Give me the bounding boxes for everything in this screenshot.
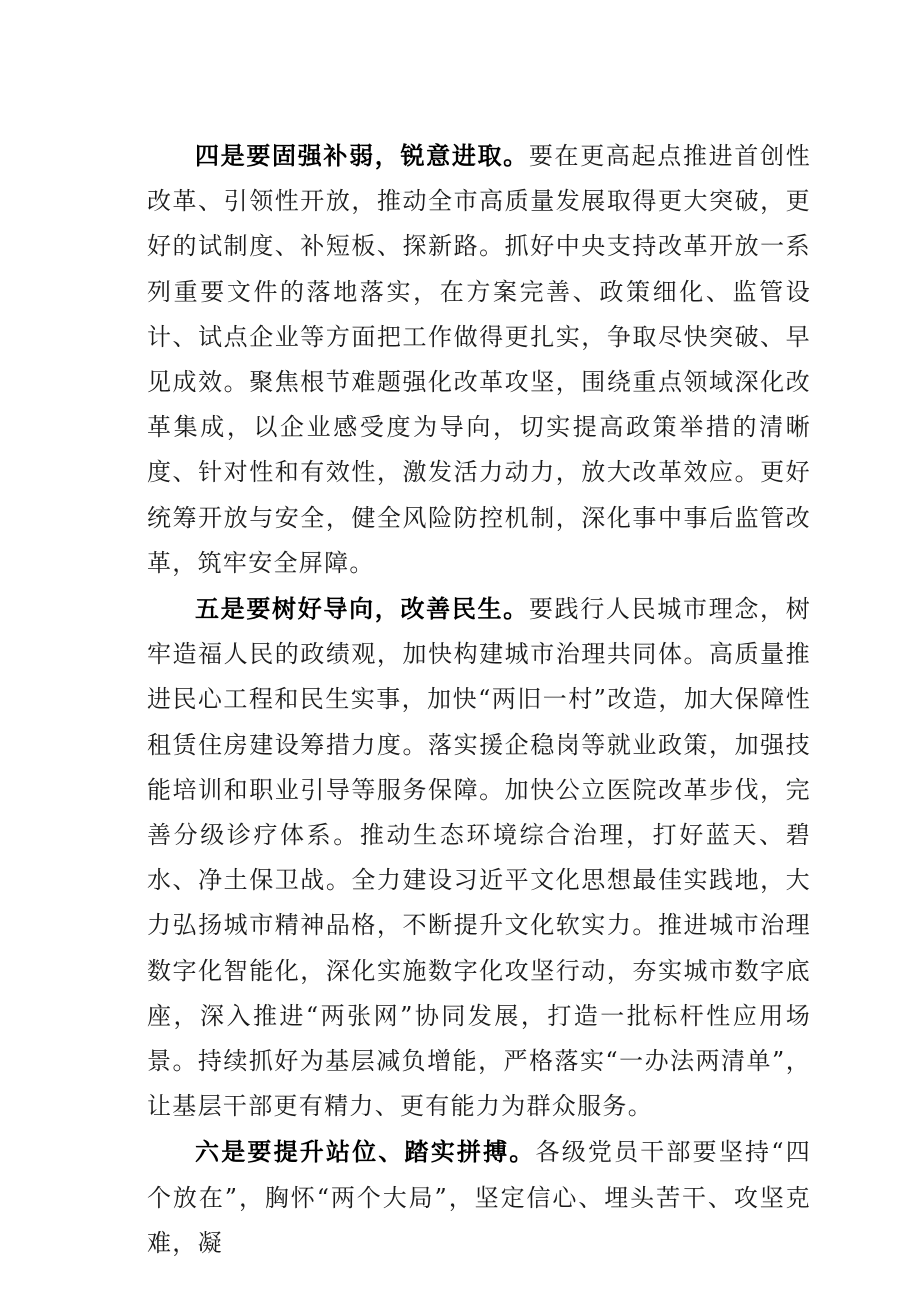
paragraph-five [147, 586, 811, 1129]
paragraph-six [147, 1129, 811, 1266]
paragraph-lead-heading: 四是要固强补弱，锐意进取。 [195, 141, 529, 170]
paragraph-text: 要在更高起点推进首创性改革、引领性开放，推动全市高质量发展取得更大突破，更好的试制度、补短板、探新路。抓好中央支持改革开放一系列重要文件的落地落实，在方案完善、政策细化、监管设计、试点企业等方面把工作做得更扎实，争取尽快突破、早见成效。聚焦根节难题强化改革攻坚，围绕重点领域深化改革集成，以企业感受度为导向，切实提高政策举措的清晰度、针对性和有效性，激发活力动力，放大改革效应。更好统筹开放与安全，健全风险防控机制，深化事中事后监管改革，筑牢安全屏障。 [147, 142, 811, 577]
paragraph-four [147, 133, 811, 586]
paragraph-lead-heading: 五是要树好导向，改善民生。 [195, 594, 529, 624]
paragraph-text: 要践行人民城市理念，树牢造福人民的政绩观，加快构建城市治理共同体。高质量推进民心工程和民生实事，加快“两旧一村”改造，加大保障性租赁住房建设筹措力度。落实援企稳岗等就业政策，加强技能培训和职业引导等服务保障。加快公立医院改革步伐，完善分级诊疗体系。推动生态环境综合治理，打好蓝天、碧水、净土保卫战。全力建设习近平文化思想最佳实践地，大力弘扬城市精神品格，不断提升文化软实力。推进城市治理数字化智能化，深化实施数字化攻坚行动，夯实城市数字底座，深入推进“两张网”协同发展，打造一批标杆性应用场景。持续抓好为基层减负增能，严格落实“一办法两清单”，让基层干部更有精力、更有能力为群众服务。 [147, 595, 811, 1121]
document-body [147, 133, 811, 1266]
paragraph-text: 各级党员干部要坚持“四个放在”，胸怀“两个大局”，坚定信心、埋头苦干、攻坚克难，凝 [147, 1138, 811, 1257]
paragraph-lead-heading: 六是要提升站位、踏实拼搏。 [195, 1137, 536, 1167]
